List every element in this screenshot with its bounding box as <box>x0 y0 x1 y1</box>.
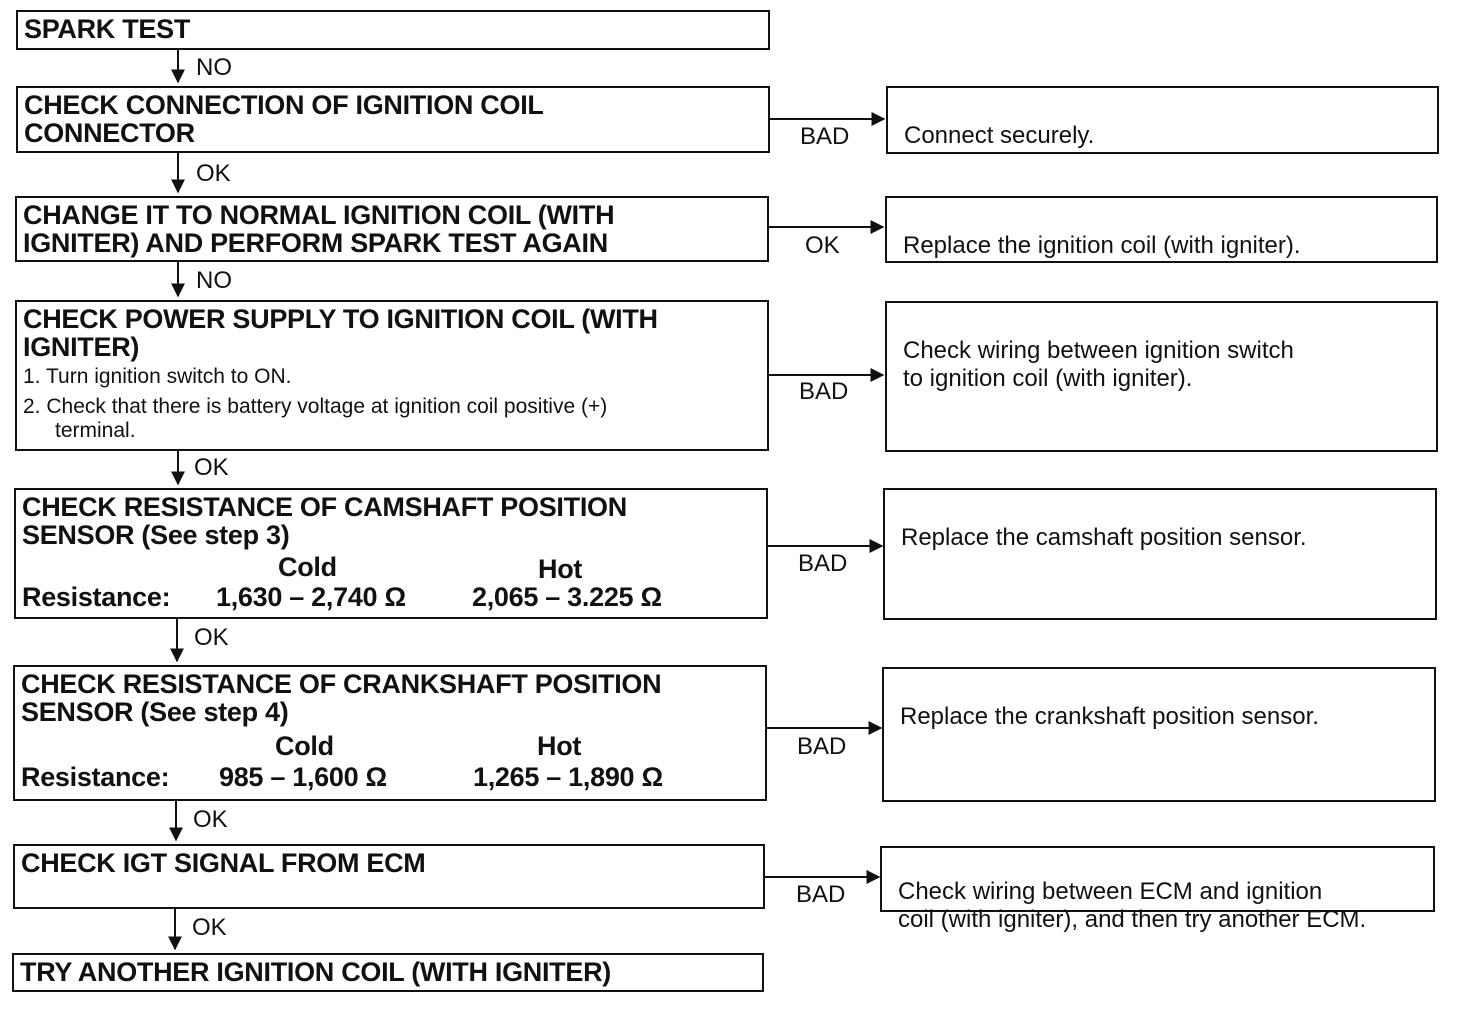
action-text: Check wiring between ECM and ignition coil (with igniter), and then try another ECM. <box>898 878 1367 933</box>
flow-label-bad: BAD <box>800 123 850 150</box>
procedure-step-2-cont: terminal. <box>55 419 136 442</box>
resistance-spec <box>21 726 759 792</box>
flow-label-bad: BAD <box>799 378 849 405</box>
action-replace-crankshaft <box>882 667 1436 802</box>
flow-label-ok: OK <box>194 454 229 481</box>
flow-label-ok: OK <box>196 160 231 187</box>
step-title: TRY ANOTHER IGNITION COIL (WITH IGNITER) <box>20 957 611 987</box>
step-check-power <box>15 300 769 451</box>
hot-label: Hot <box>537 731 582 761</box>
step-check-connection <box>16 86 770 153</box>
step-check-crankshaft <box>13 665 767 801</box>
resistance-spec <box>22 549 760 611</box>
step-title: CHECK POWER SUPPLY TO IGNITION COIL (WITH IGNITER) <box>23 304 658 362</box>
procedure-list <box>23 365 761 443</box>
action-replace-coil <box>885 196 1438 263</box>
step-title: CHECK IGT SIGNAL FROM ECM <box>21 848 426 878</box>
action-text: Connect securely. <box>904 122 1095 149</box>
flow-label-bad: BAD <box>797 733 847 760</box>
action-text: Replace the ignition coil (with igniter). <box>903 232 1301 259</box>
action-replace-camshaft <box>883 488 1437 620</box>
step-check-camshaft <box>14 488 768 619</box>
flow-label-ok: OK <box>194 624 229 651</box>
cold-label: Cold <box>278 552 337 582</box>
action-connect <box>886 86 1439 154</box>
procedure-step-1: 1. Turn ignition switch to ON. <box>23 365 292 388</box>
action-text: Replace the camshaft position sensor. <box>901 524 1307 551</box>
step-check-igt <box>13 844 765 909</box>
step-title: CHECK CONNECTION OF IGNITION COIL CONNECTOR <box>24 90 544 148</box>
flow-label-ok: OK <box>192 914 227 941</box>
action-text: Check wiring between ignition switch to ignition coil (with igniter). <box>903 337 1294 392</box>
resistance-label: Resistance: <box>21 762 170 792</box>
flow-label-ok: OK <box>193 806 228 833</box>
flow-label-no: NO <box>196 54 232 81</box>
step-title: CHECK RESISTANCE OF CRANKSHAFT POSITION SENSOR (See step 4) <box>21 669 662 727</box>
hot-label: Hot <box>538 554 583 584</box>
procedure-step-2: 2. Check that there is battery voltage at ignition coil positive (+) <box>23 395 608 418</box>
hot-value: 2,065 – 3.225 Ω <box>472 582 662 612</box>
cold-value: 985 – 1,600 Ω <box>219 762 387 792</box>
cold-value: 1,630 – 2,740 Ω <box>216 582 406 612</box>
cold-label: Cold <box>275 731 334 761</box>
step-title: CHANGE IT TO NORMAL IGNITION COIL (WITH IGNITER) AND PERFORM SPARK TEST AGAIN <box>23 200 615 258</box>
action-check-wiring-ecm <box>880 846 1435 933</box>
resistance-label: Resistance: <box>22 582 171 612</box>
step-change-coil <box>15 196 769 262</box>
flow-label-bad: BAD <box>798 550 848 577</box>
step-try-coil <box>12 953 764 992</box>
hot-value: 1,265 – 1,890 Ω <box>473 762 663 792</box>
flow-label-bad: BAD <box>796 881 846 908</box>
action-check-wiring-switch <box>885 301 1438 452</box>
step-title: SPARK TEST <box>24 14 191 44</box>
flow-label-no: NO <box>196 267 232 294</box>
flow-label-ok: OK <box>805 232 840 259</box>
step-title: CHECK RESISTANCE OF CAMSHAFT POSITION SENSOR (See step 3) <box>22 492 627 550</box>
step-spark-test <box>16 10 770 50</box>
action-text: Replace the crankshaft position sensor. <box>900 703 1319 730</box>
